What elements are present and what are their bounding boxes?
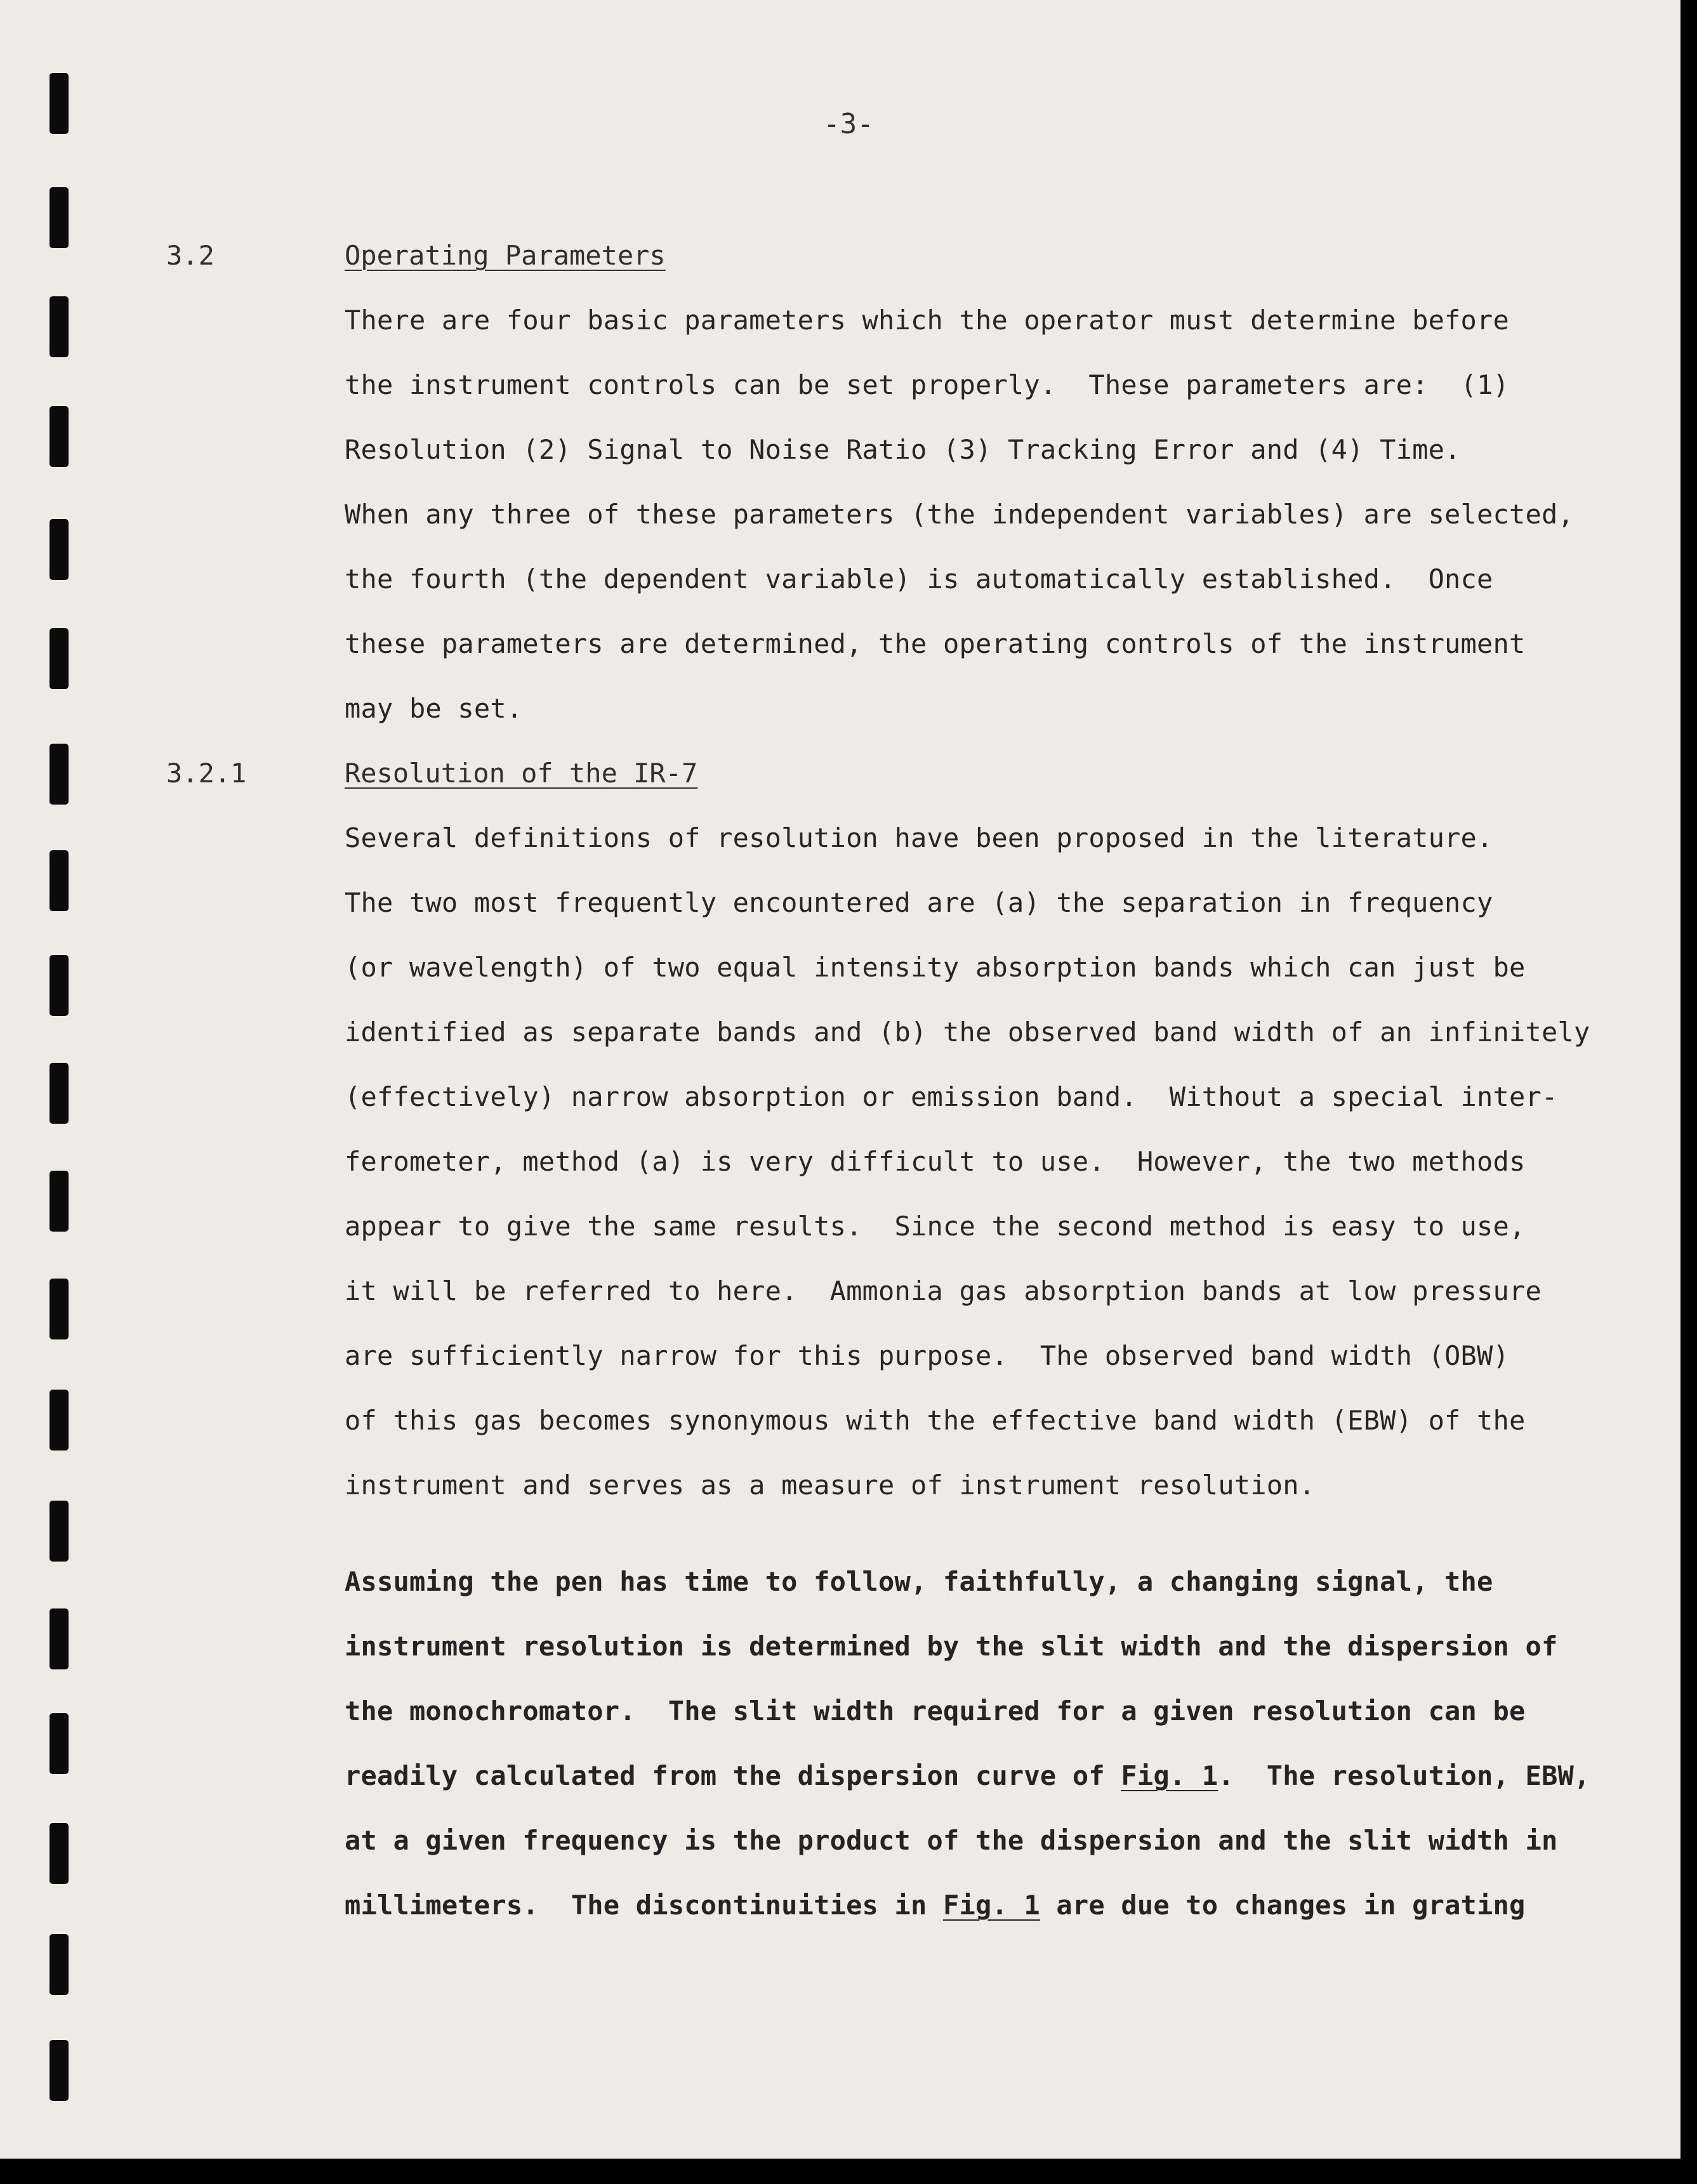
body-line: are sufficiently narrow for this purpose. The observed band width (OBW) bbox=[345, 1340, 1510, 1371]
text-segment: are due to changes in grating bbox=[1040, 1890, 1526, 1921]
punch-hole bbox=[50, 955, 69, 1016]
figure-reference: Fig. 1 bbox=[943, 1890, 1040, 1921]
body-line: may be set. bbox=[345, 693, 523, 724]
punch-hole bbox=[50, 1501, 69, 1562]
punch-hole bbox=[50, 1171, 69, 1232]
body-line: There are four basic parameters which the operator must determine before bbox=[345, 305, 1510, 336]
text-segment: millimeters. The discontinuities in bbox=[345, 1890, 943, 1921]
body-line: Assuming the pen has time to follow, faithfully, a changing signal, the bbox=[345, 1566, 1493, 1597]
punch-hole bbox=[50, 1608, 69, 1669]
body-line: (or wavelength) of two equal intensity absorption bands which can just be bbox=[345, 952, 1526, 983]
punch-hole bbox=[50, 1063, 69, 1124]
punch-hole bbox=[50, 406, 69, 467]
section-title: Operating Parameters bbox=[345, 240, 666, 271]
punch-hole bbox=[50, 519, 69, 580]
punch-hole bbox=[50, 1823, 69, 1884]
body-line: (effectively) narrow absorption or emission band. Without a special inter- bbox=[345, 1081, 1558, 1112]
section-number: 3.2 bbox=[166, 240, 215, 271]
punch-hole bbox=[50, 1390, 69, 1451]
body-line: appear to give the same results. Since the second method is easy to use, bbox=[345, 1211, 1526, 1242]
punch-hole bbox=[50, 187, 69, 248]
body-line: ferometer, method (a) is very difficult to use. However, the two methods bbox=[345, 1146, 1526, 1177]
body-line: The two most frequently encountered are (a) the separation in frequency bbox=[345, 887, 1493, 918]
body-line: the instrument controls can be set properly. These parameters are: (1) bbox=[345, 369, 1510, 400]
body-line: Several definitions of resolution have been proposed in the literature. bbox=[345, 822, 1493, 853]
body-line: it will be referred to here. Ammonia gas absorption bands at low pressure bbox=[345, 1275, 1542, 1306]
punch-hole bbox=[50, 628, 69, 689]
text-segment: readily calculated from the dispersion curve of bbox=[345, 1760, 1121, 1791]
body-line: these parameters are determined, the operating controls of the instrument bbox=[345, 628, 1526, 659]
punch-hole bbox=[50, 1279, 69, 1339]
body-line: Resolution (2) Signal to Noise Ratio (3) Tracking Error and (4) Time. bbox=[345, 434, 1461, 465]
punch-hole bbox=[50, 296, 69, 357]
figure-reference: Fig. 1 bbox=[1121, 1760, 1218, 1791]
body-line: identified as separate bands and (b) the observed band width of an infinitely bbox=[345, 1016, 1590, 1048]
punch-hole bbox=[50, 744, 69, 805]
punch-hole bbox=[50, 850, 69, 911]
body-line: at a given frequency is the product of the dispersion and the slit width in bbox=[345, 1825, 1558, 1856]
body-line bbox=[345, 1890, 1526, 1921]
punch-hole bbox=[50, 1934, 69, 1995]
body-line: the monochromator. The slit width required for a given resolution can be bbox=[345, 1695, 1526, 1727]
section-number: 3.2.1 bbox=[166, 758, 247, 789]
punch-hole bbox=[50, 1713, 69, 1774]
body-line bbox=[345, 1760, 1590, 1791]
page-number: -3- bbox=[823, 108, 874, 140]
body-line: instrument and serves as a measure of instrument resolution. bbox=[345, 1470, 1316, 1501]
punch-hole bbox=[50, 2040, 69, 2101]
punch-holes bbox=[0, 0, 89, 2159]
body-line: of this gas becomes synonymous with the effective band width (EBW) of the bbox=[345, 1405, 1526, 1436]
text-segment: . The resolution, EBW, bbox=[1218, 1760, 1590, 1791]
body-line: instrument resolution is determined by the slit width and the dispersion of bbox=[345, 1631, 1558, 1662]
section-title: Resolution of the IR-7 bbox=[345, 758, 698, 789]
body-line: When any three of these parameters (the independent variables) are selected, bbox=[345, 499, 1574, 530]
body-line: the fourth (the dependent variable) is automatically established. Once bbox=[345, 563, 1493, 595]
